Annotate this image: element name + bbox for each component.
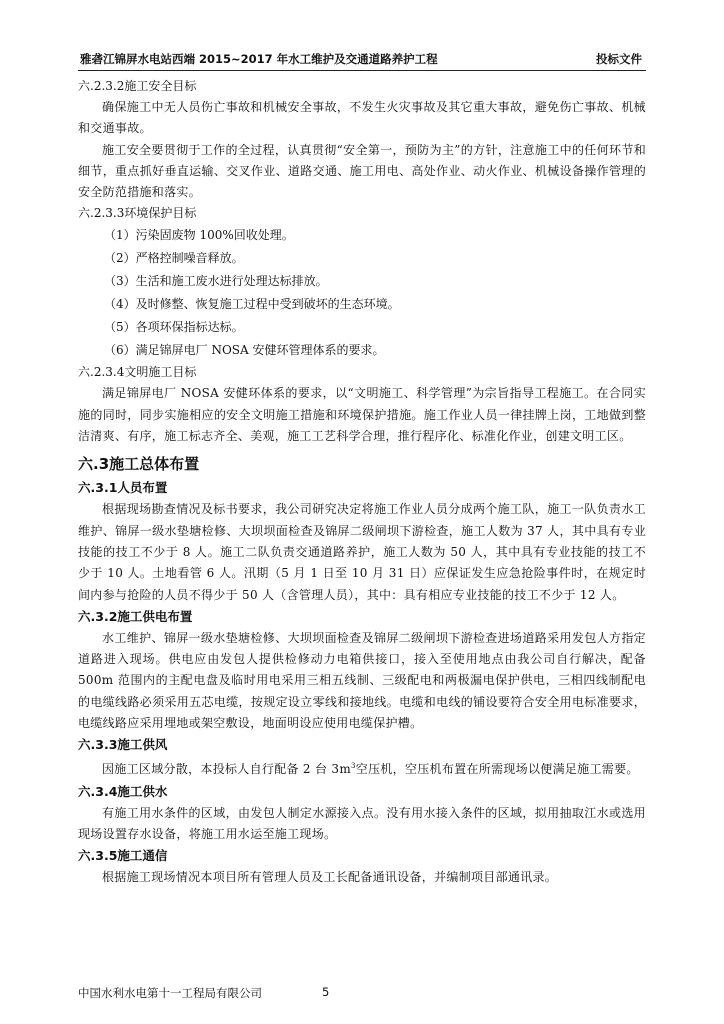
list-item: （1）污染固废物 100%回收处理。 — [104, 228, 294, 243]
heading-personnel: 六.3.1人员布置 — [78, 480, 168, 496]
heading-civilized-goal: 六.2.3.4文明施工目标 — [78, 365, 197, 380]
heading-communication: 六.3.5施工通信 — [78, 848, 168, 864]
paragraph — [78, 756, 646, 780]
list-item: （3）生活和施工废水进行处理达标排放。 — [104, 274, 328, 289]
text-run: 因施工区域分散，本投标人自行配备 2 台 3m — [102, 762, 351, 777]
footer-company: 中国水利水电第十一工程局有限公司 — [78, 986, 262, 1000]
list-item: （5）各项环保指标达标。 — [104, 320, 244, 335]
superscript: 3 — [351, 762, 356, 771]
paragraph: 根据现场勘查情况及标书要求，我公司研究决定将施工作业人员分成两个施工队，施工一队负责水工维护、锦屏一级水垫塘检修、大坝坝面检查及锦屏二级闸坝下游检查，施工人数为 37 人，其中具有专业技能的技工不少于 8 人。施工二队负责交通道路养护，施工人数为 50 人，其中具有专业技能的技工不少于 10 人。土地看管 6 人。汛期（5 月 1 日至 10 月 31 日）应保证发生应急抢险事件时，在规定时间内参与抢险的人员不得少于 50 人（含管理人员），其中：具有相应专业技能的技工不少于 12 人。 — [78, 502, 646, 602]
page-header — [78, 50, 646, 71]
paragraph: 根据施工现场情况本项目所有管理人员及工长配备通讯设备，并编制项目部通讯录。 — [102, 870, 558, 885]
heading-water-supply: 六.3.4施工供水 — [78, 783, 168, 799]
heading-power-supply: 六.3.2施工供电布置 — [78, 608, 193, 624]
page-footer — [78, 985, 330, 1001]
heading-safety-goal: 六.2.3.2施工安全目标 — [78, 79, 197, 93]
section-heading-layout: 六.3施工总体布置 — [78, 455, 200, 474]
header-doc-type: 投标文件 — [596, 52, 642, 66]
heading-air-supply: 六.3.3施工供风 — [78, 737, 168, 753]
page-number: 5 — [322, 985, 330, 999]
paragraph: 确保施工中无人员伤亡事故和机械安全事故，不发生火灾事故及其它重大事故，避免伤亡事故、机械和交通事故。 — [78, 100, 646, 136]
paragraph: 施工安全要贯彻于工作的全过程，认真贯彻“安全第一，预防为主”的方针，注意施工中的任何环节和细节，重点抓好垂直运输、交叉作业、道路交通、施工用电、高处作业、动火作业、机械设备操作管理的安全防范措施和落实。 — [78, 142, 646, 200]
list-item: （2）严格控制噪音释放。 — [104, 251, 244, 266]
paragraph: 满足锦屏电厂 NOSA 安健环体系的要求，以“文明施工、科学管理”为宗旨指导工程施工。在合同实施的同时，同步实施相应的安全文明施工措施和环境保护措施。施工作业人员一律挂牌上岗，工地做到整洁清爽、有序，施工标志齐全、美观，施工工艺科学合理，推行程序化、标准化作业，创建文明工区。 — [78, 386, 646, 444]
header-title: 雅砻江锦屏水电站西端 2015~2017 年水工维护及交通道路养护工程 — [80, 52, 438, 66]
list-item: （4）及时修整、恢复施工过程中受到破坏的生态环境。 — [104, 297, 400, 312]
text-run: 空压机，空压机布置在所需现场以便满足施工需要。 — [355, 762, 639, 777]
list-item: （6）满足锦屏电厂 NOSA 安健环管理体系的要求。 — [104, 343, 385, 358]
page-body — [78, 76, 646, 889]
paragraph: 有施工用水条件的区域，由发包人制定水源接入点。没有用水接入条件的区域，拟用抽取江水或选用现场设置存水设备，将施工用水运至施工现场。 — [78, 805, 646, 841]
heading-environment-goal: 六.2.3.3环境保护目标 — [78, 206, 197, 221]
paragraph: 水工维护、锦屏一级水垫塘检修、大坝坝面检查及锦屏二级闸坝下游检查进场道路采用发包人方指定道路进入现场。供电应由发包人提供检修动力电箱供接口，接入至使用地点由我公司自行解决，配备 500m 范围内的主配电盘及临时用电采用三相五线制、三级配电和两极漏电保护供电，三相四线制配电的电缆线路必须采用五芯电缆，按规定设立零线和接地线。电缆和电线的铺设要符合安全用电标准要求，电缆线路应采用埋地或架空敷设，地面明设应使用电缆保护槽。 — [78, 630, 646, 731]
